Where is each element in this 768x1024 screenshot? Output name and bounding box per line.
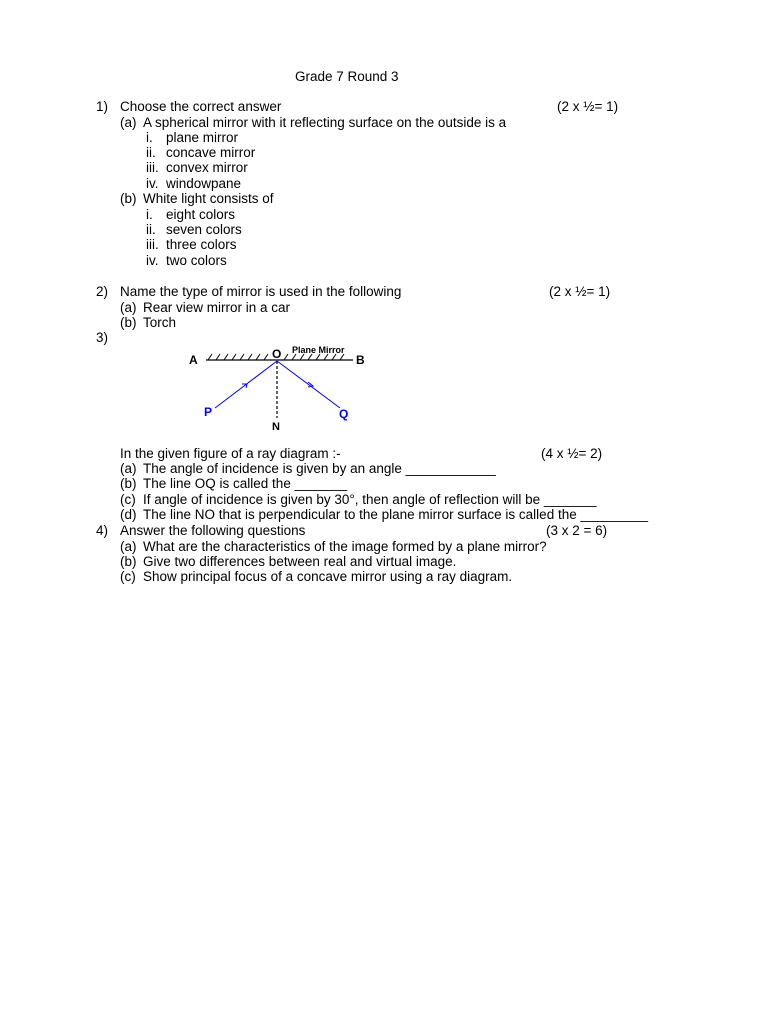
label-a: A [189,353,198,367]
part-label: (a) [120,115,137,130]
label-p: P [204,405,213,419]
part-text: Give two differences between real and virtual image. [143,554,457,569]
part-label: (c) [120,492,136,507]
option-text: eight colors [166,207,236,222]
part-text: The angle of incidence is given by an angle ____________ [143,461,496,476]
part-text: Rear view mirror in a car [143,300,291,315]
marks: (4 x ½= 2) [541,446,603,461]
part-text: A spherical mirror with it reflecting surface on the outside is a [143,115,507,130]
part-label: (b) [120,191,137,206]
question-text: In the given figure of a ray diagram :- [120,446,341,461]
part-label: (d) [120,507,137,522]
page-title: Grade 7 Round 3 [295,69,399,84]
option-text: two colors [166,253,227,268]
option-number: iv. [146,253,159,268]
marks: (2 x ½= 1) [549,284,611,299]
part-text: Show principal focus of a concave mirror using a ray diagram. [143,569,513,584]
question-text: Name the type of mirror is used in the following [120,284,402,299]
part-text: White light consists of [143,191,274,206]
question-text: Choose the correct answer [120,99,282,114]
part-label: (b) [120,476,137,491]
option-text: concave mirror [166,145,256,160]
part-label: (a) [120,539,137,554]
option-number: ii. [146,222,156,237]
reflected-ray [277,361,340,408]
question-text: Answer the following questions [120,523,306,538]
option-text: three colors [166,237,237,252]
part-text: Torch [143,315,177,330]
label-n: N [272,421,280,433]
option-number: i. [146,207,153,222]
option-text: convex mirror [166,160,248,175]
label-b: B [356,353,365,367]
option-text: plane mirror [166,130,239,145]
ray-diagram [180,340,380,435]
part-text: The line OQ is called the _______ [143,476,348,491]
label-mirror: Plane Mirror [292,345,345,355]
option-number: i. [146,130,153,145]
part-label: (b) [120,554,137,569]
question-number: 1) [96,99,109,114]
label-o: O [272,347,282,361]
part-text: The line NO that is perpendicular to the plane mirror surface is called the _________ [143,507,649,522]
option-number: iv. [146,176,159,191]
label-q: Q [339,407,349,421]
option-text: windowpane [166,176,242,191]
part-label: (a) [120,300,137,315]
question-number: 4) [96,523,109,538]
part-label: (b) [120,315,137,330]
part-label: (a) [120,461,137,476]
part-label: (c) [120,569,136,584]
option-text: seven colors [166,222,242,237]
option-number: iii. [146,237,159,252]
option-number: iii. [146,160,159,175]
question-number: 3) [96,330,109,345]
option-number: ii. [146,145,156,160]
part-text: What are the characteristics of the image formed by a plane mirror? [143,539,547,554]
marks: (2 x ½= 1) [557,99,619,114]
question-number: 2) [96,284,109,299]
marks: (3 x 2 = 6) [546,523,608,538]
part-text: If angle of incidence is given by 30°, then angle of reflection will be _______ [143,492,597,507]
